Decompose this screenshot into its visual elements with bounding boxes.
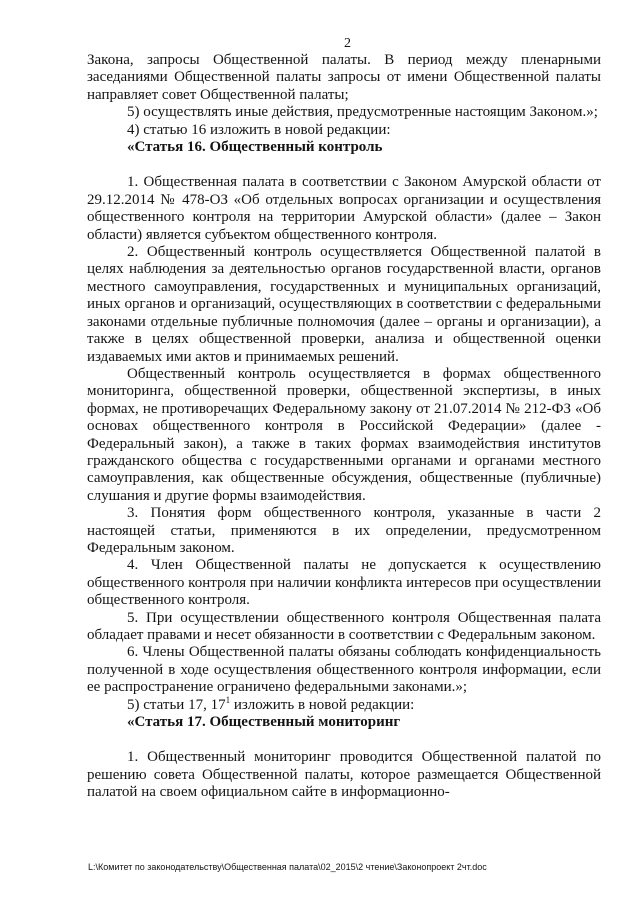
articles-17-intro-text: 5) статьи 17, 17: [127, 696, 226, 713]
footer-file-path: L:\Комитет по законодательству\Общественная палата\02_2015\2 чтение\Законопроект 2чт.doc: [88, 862, 487, 872]
article-17-part-1: 1. Общественный мониторинг проводится Общественной палатой по решению совета Общественной палаты, которое размещается Общественной палатой на своем официальном сайте в информационно-: [87, 749, 601, 801]
paragraph-article-16-intro: 4) статью 16 изложить в новой редакции:: [127, 121, 391, 138]
article-16-part-3: 3. Понятия форм общественного контроля, указанные в части 2 настоящей статьи, применяются в их определении, предусмотренном Федеральным законом.: [87, 505, 601, 556]
paragraph-item-5: 5) осуществлять иные действия, предусмотренные настоящим Законом.»;: [127, 104, 598, 121]
article-16-part-6: 6. Члены Общественной палаты обязаны соблюдать конфиденциальность полученной в ходе осуществления общественного контроля информации, если ее распространение ограничено федеральными законами.»;: [87, 644, 601, 696]
page-number: 2: [344, 36, 351, 51]
article-16-part-2-forms: Общественный контроль осуществляется в формах общественного мониторинга, общественной проверки, общественной экспертизы, в иных формах, не противоречащих Федеральному закону от 21.07.2014 № 212-ФЗ «Об основах общественного контроля в Российской Федерации» (далее - Федеральный закон), а также в таких формах взаимодействия институтов гражданского общества с государственными органами и органами местного самоуправления, как общественные обсуждения, общественные (публичные) слушания и другие формы взаимодействия.: [87, 365, 601, 504]
superscript-1: 1: [225, 694, 231, 705]
article-16-part-4: 4. Член Общественной палаты не допускается к осуществлению общественного контроля при наличии конфликта интересов при осуществлении общественного контроля.: [87, 557, 601, 609]
article-17-heading: «Статья 17. Общественный мониторинг: [127, 714, 401, 731]
paragraph-articles-17-intro: [87, 694, 601, 714]
paragraph-continuation: Закона, запросы Общественной палаты. В период между пленарными заседаниями Общественной палаты запросы от имени Общественной палаты направляет совет Общественной палаты;: [87, 52, 601, 103]
article-16-part-1: 1. Общественная палата в соответствии с Законом Амурской области от 29.12.2014 № 478-ОЗ «Об отдельных вопросах организации и осуществления общественного контроля на территории Амурской области» (далее – Закон области) является субъектом общественного контроля.: [87, 174, 601, 243]
article-16-part-2: 2. Общественный контроль осуществляется Общественной палатой в целях наблюдения за деятельностью органов государственной власти, органов местного самоуправления, государственных и муниципальных организаций, иных органов и организаций, осуществляющих в соответствии с федеральными законами отдельные публичные полномочия (далее – органы и организации), а также в целях общественной проверки, анализа и общественной оценки издаваемых ими актов и принимаемых решений.: [87, 244, 601, 365]
document-body: [87, 52, 601, 802]
article-16-heading: «Статья 16. Общественный контроль: [127, 139, 383, 156]
articles-17-intro-tail: изложить в новой редакции:: [230, 696, 415, 713]
article-16-part-5: 5. При осуществлении общественного контроля Общественная палата обладает правами и несет обязанности в соответствии с Федеральным законом.: [87, 609, 601, 643]
